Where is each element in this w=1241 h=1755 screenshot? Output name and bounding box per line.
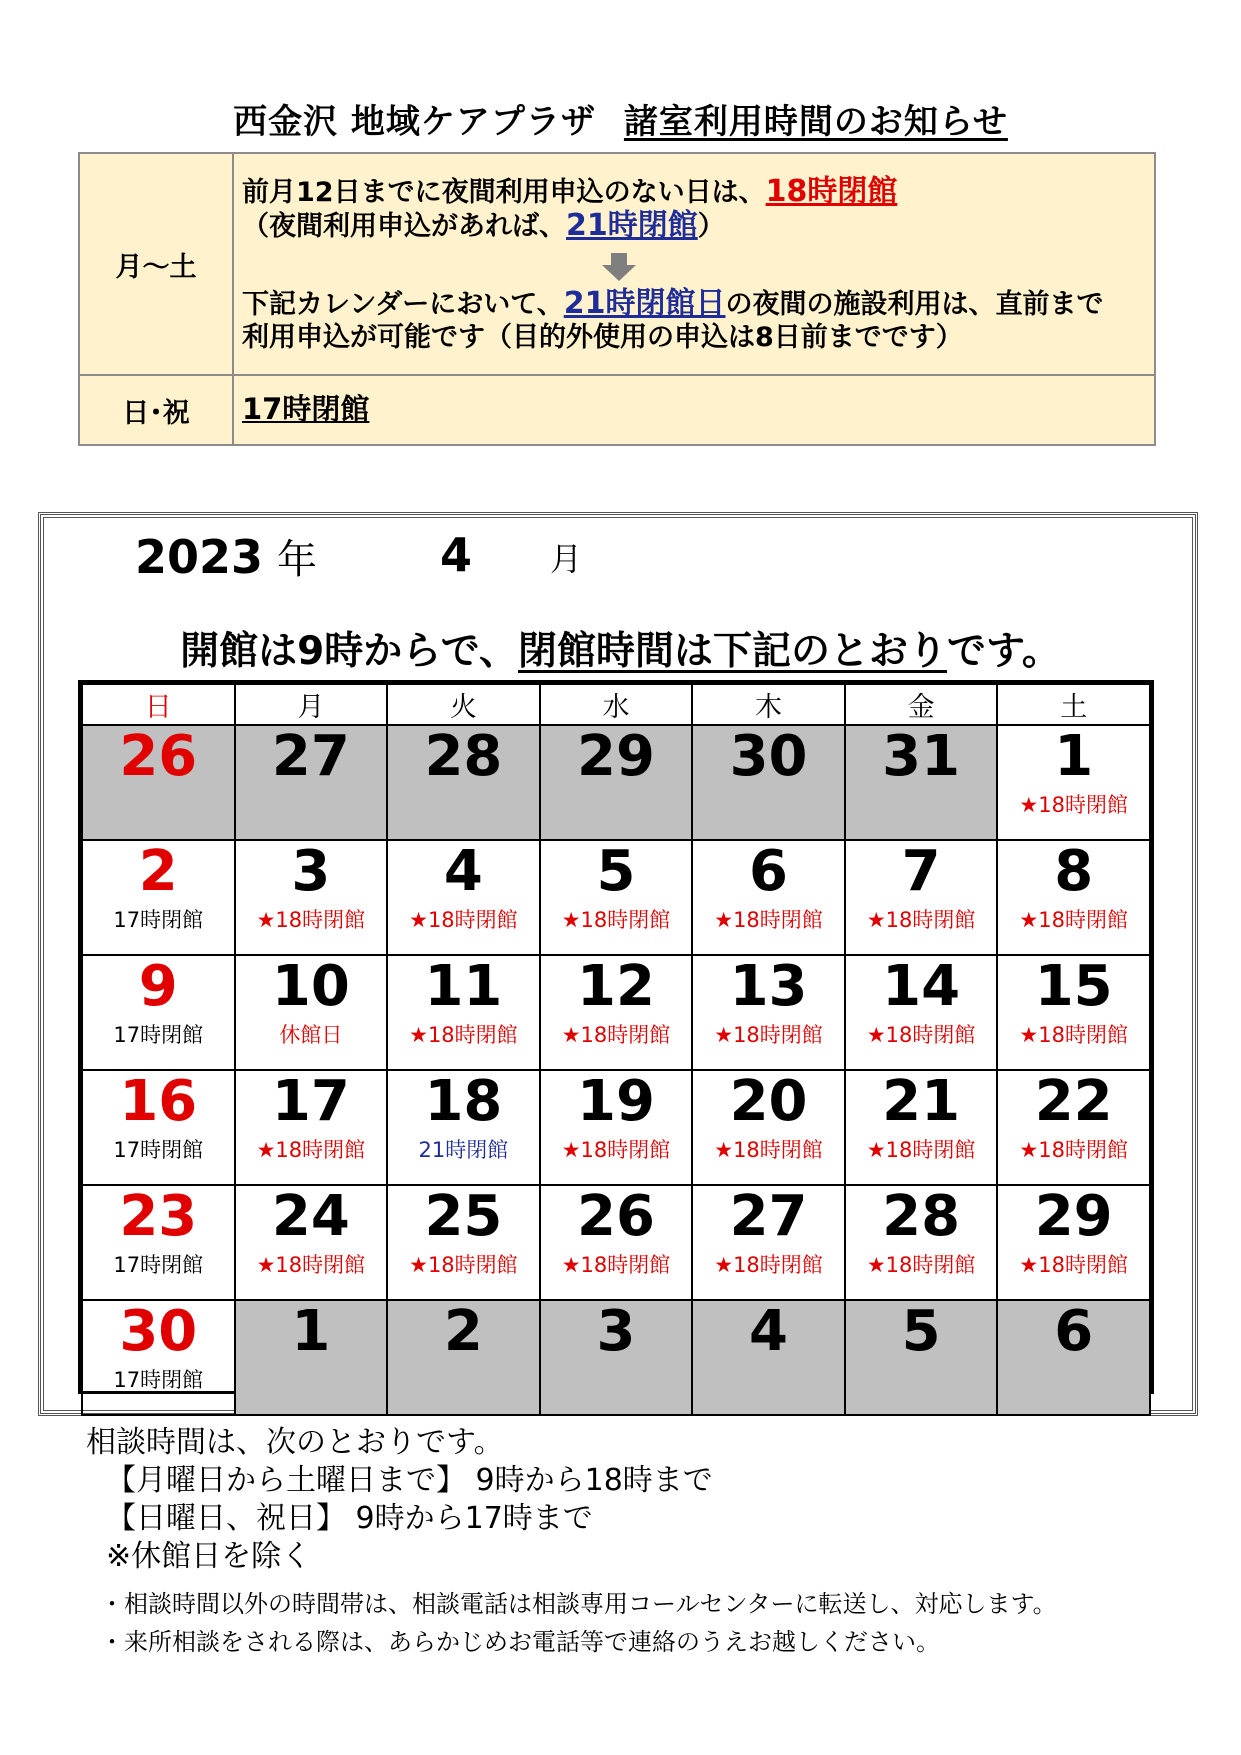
day-number: 27 bbox=[729, 1184, 808, 1249]
closing-note: 21時閉館 bbox=[418, 1138, 509, 1162]
calendar-week bbox=[82, 840, 1150, 955]
closing-note: ★18時閉館 bbox=[256, 908, 366, 932]
day-cell bbox=[540, 1185, 693, 1300]
day-cell bbox=[845, 840, 998, 955]
calendar-week bbox=[82, 1185, 1150, 1300]
closing-note: ★18時閉館 bbox=[714, 908, 823, 932]
close-21-day-label: 21時閉館日 bbox=[563, 285, 726, 321]
day-number: 29 bbox=[1034, 1184, 1113, 1249]
day-cell bbox=[997, 1070, 1150, 1185]
rule-line3-suffix: の夜間の施設利用は、直前まで bbox=[725, 288, 1104, 320]
close-21-label: 21時閉館 bbox=[566, 207, 698, 243]
day-number: 5 bbox=[901, 1299, 941, 1364]
day-cell bbox=[540, 1300, 693, 1415]
day-number: 3 bbox=[596, 1299, 636, 1364]
day-cell bbox=[845, 1070, 998, 1185]
day-cell bbox=[82, 725, 235, 840]
day-cell bbox=[235, 1300, 388, 1415]
day-cell bbox=[845, 725, 998, 840]
closing-note: 17時閉館 bbox=[113, 1023, 204, 1047]
closing-time-lead bbox=[0, 620, 1241, 676]
day-number: 29 bbox=[577, 724, 655, 789]
day-number: 15 bbox=[1034, 954, 1113, 1019]
calendar-body bbox=[82, 725, 1150, 1415]
day-number: 21 bbox=[882, 1069, 961, 1134]
day-number: 25 bbox=[424, 1184, 503, 1249]
day-number: 2 bbox=[138, 839, 178, 904]
closing-note: ★18時閉館 bbox=[1019, 1023, 1128, 1047]
day-cell bbox=[387, 840, 540, 955]
consult-hours bbox=[86, 1424, 713, 1576]
month-value: 4 bbox=[440, 528, 473, 582]
day-number: 13 bbox=[729, 954, 808, 1019]
weekday-header bbox=[82, 684, 1150, 725]
weekday-1: 月 bbox=[235, 684, 388, 725]
rule-line3-prefix: 下記カレンダーにおいて、 bbox=[242, 288, 564, 320]
weekday-3: 水 bbox=[540, 684, 693, 725]
day-cell bbox=[235, 955, 388, 1070]
rule-line2-prefix: （夜間利用申込があれば、 bbox=[242, 210, 566, 242]
day-cell bbox=[845, 955, 998, 1070]
closing-note: ★18時閉館 bbox=[1019, 793, 1128, 817]
day-cell bbox=[82, 840, 235, 955]
day-number: 4 bbox=[749, 1299, 789, 1364]
closing-note: 17時閉館 bbox=[113, 1368, 204, 1392]
calendar-week bbox=[82, 1070, 1150, 1185]
weekday-2: 火 bbox=[387, 684, 540, 725]
weekday-label: 月～土 bbox=[79, 153, 233, 375]
day-cell bbox=[540, 1070, 693, 1185]
day-number: 11 bbox=[424, 954, 503, 1019]
weekday-rules bbox=[233, 153, 1155, 375]
day-number: 17 bbox=[271, 1069, 350, 1134]
close-18-label: 18時閉館 bbox=[765, 173, 898, 209]
day-cell bbox=[235, 1185, 388, 1300]
day-number: 19 bbox=[577, 1069, 655, 1134]
closing-note: 休館日 bbox=[279, 1023, 343, 1047]
day-number: 8 bbox=[1054, 839, 1094, 904]
closing-note: ★18時閉館 bbox=[561, 1023, 671, 1047]
day-number: 30 bbox=[729, 724, 808, 789]
day-cell bbox=[997, 725, 1150, 840]
holiday-rule bbox=[233, 375, 1155, 445]
day-cell bbox=[540, 725, 693, 840]
day-number: 30 bbox=[119, 1299, 198, 1364]
hours-table bbox=[78, 152, 1156, 446]
day-cell bbox=[997, 1185, 1150, 1300]
closing-note: ★18時閉館 bbox=[866, 908, 976, 932]
closing-note: ★18時閉館 bbox=[256, 1138, 366, 1162]
closing-note: ★18時閉館 bbox=[1019, 908, 1128, 932]
day-number: 4 bbox=[443, 839, 483, 904]
closing-note: ★18時閉館 bbox=[1019, 1253, 1128, 1277]
day-cell bbox=[387, 725, 540, 840]
calendar-week bbox=[82, 725, 1150, 840]
lead-open: 開館は9時からで、 bbox=[180, 629, 519, 674]
day-cell bbox=[692, 725, 845, 840]
closing-note: 17時閉館 bbox=[113, 908, 204, 932]
weekday-6: 土 bbox=[997, 684, 1150, 725]
weekday-5: 金 bbox=[845, 684, 998, 725]
closing-note: ★18時閉館 bbox=[409, 1023, 518, 1047]
day-number: 26 bbox=[577, 1184, 655, 1249]
day-number: 10 bbox=[271, 954, 350, 1019]
day-number: 28 bbox=[424, 724, 503, 789]
year-month bbox=[135, 528, 583, 585]
rule-line1-prefix: 前月12日までに夜間利用申込のない日は、 bbox=[242, 176, 766, 208]
notice-subject: 諸室利用時間のお知らせ bbox=[623, 102, 1008, 142]
day-number: 18 bbox=[424, 1069, 503, 1134]
day-cell bbox=[692, 1185, 845, 1300]
day-cell bbox=[82, 955, 235, 1070]
day-number: 20 bbox=[729, 1069, 808, 1134]
closing-note: ★18時閉館 bbox=[1019, 1138, 1128, 1162]
day-cell bbox=[82, 1300, 235, 1415]
closing-note: ★18時閉館 bbox=[561, 1253, 671, 1277]
year-unit: 年 bbox=[277, 537, 318, 583]
day-number: 22 bbox=[1034, 1069, 1113, 1134]
day-number: 5 bbox=[596, 839, 636, 904]
day-number: 24 bbox=[271, 1184, 350, 1249]
closing-note: 17時閉館 bbox=[113, 1138, 204, 1162]
day-number: 14 bbox=[882, 954, 961, 1019]
day-number: 3 bbox=[291, 839, 331, 904]
day-number: 9 bbox=[138, 954, 178, 1019]
day-number: 7 bbox=[901, 839, 941, 904]
org-name: 西金沢 地域ケアプラザ bbox=[233, 102, 596, 142]
day-number: 16 bbox=[119, 1069, 198, 1134]
closing-note: ★18時閉館 bbox=[714, 1138, 823, 1162]
day-cell bbox=[387, 1185, 540, 1300]
consult-note-2: ・来所相談をされる際は、あらかじめお電話等で連絡のうえお越しください。 bbox=[100, 1628, 940, 1656]
day-number: 1 bbox=[1054, 724, 1094, 789]
consult-weekday: 【月曜日から土曜日まで】 9時から18時まで bbox=[106, 1463, 713, 1498]
month-calendar bbox=[78, 680, 1154, 1394]
day-cell bbox=[692, 955, 845, 1070]
day-number: 27 bbox=[271, 724, 350, 789]
month-unit: 月 bbox=[550, 540, 583, 578]
day-cell bbox=[997, 1300, 1150, 1415]
day-number: 12 bbox=[577, 954, 655, 1019]
calendar-week bbox=[82, 1300, 1150, 1415]
consult-exclusion: ※休館日を除く bbox=[106, 1539, 312, 1574]
down-arrow-icon bbox=[602, 253, 636, 281]
day-cell bbox=[692, 1070, 845, 1185]
day-cell bbox=[387, 1300, 540, 1415]
weekday-4: 木 bbox=[692, 684, 845, 725]
day-number: 1 bbox=[291, 1299, 331, 1364]
day-cell bbox=[235, 1070, 388, 1185]
year-value: 2023 bbox=[135, 530, 264, 584]
closing-note: ★18時閉館 bbox=[866, 1138, 976, 1162]
day-cell bbox=[82, 1185, 235, 1300]
closing-note: ★18時閉館 bbox=[866, 1023, 976, 1047]
closing-note: ★18時閉館 bbox=[714, 1023, 823, 1047]
day-cell bbox=[540, 840, 693, 955]
day-cell bbox=[82, 1070, 235, 1185]
rule-line4: 利用申込が可能です（目的外使用の申込は8日前までです） bbox=[242, 321, 963, 353]
day-cell bbox=[540, 955, 693, 1070]
day-cell bbox=[997, 955, 1150, 1070]
day-cell bbox=[845, 1185, 998, 1300]
day-cell bbox=[692, 840, 845, 955]
closing-note: ★18時閉館 bbox=[561, 908, 671, 932]
closing-note: ★18時閉館 bbox=[409, 1253, 518, 1277]
lead-end: です。 bbox=[947, 629, 1061, 674]
lead-close: 閉館時間は下記のとおり bbox=[518, 629, 948, 674]
day-number: 28 bbox=[882, 1184, 961, 1249]
closing-note: ★18時閉館 bbox=[409, 908, 518, 932]
consult-note-1: ・相談時間以外の時間帯は、相談電話は相談専用コールセンターに転送し、対応します。 bbox=[100, 1590, 1057, 1618]
weekday-0: 日 bbox=[82, 684, 235, 725]
day-cell bbox=[845, 1300, 998, 1415]
day-number: 6 bbox=[749, 839, 789, 904]
rule-line2-suffix: ） bbox=[697, 210, 725, 242]
closing-note: ★18時閉館 bbox=[866, 1253, 976, 1277]
day-cell bbox=[692, 1300, 845, 1415]
calendar-week bbox=[82, 955, 1150, 1070]
day-cell bbox=[387, 955, 540, 1070]
day-number: 23 bbox=[119, 1184, 198, 1249]
consult-holiday: 【日曜日、祝日】 9時から17時まで bbox=[106, 1501, 593, 1536]
holiday-label: 日･祝 bbox=[79, 375, 233, 445]
day-number: 26 bbox=[119, 724, 198, 789]
day-number: 6 bbox=[1054, 1299, 1094, 1364]
day-cell bbox=[387, 1070, 540, 1185]
closing-note: ★18時閉館 bbox=[714, 1253, 823, 1277]
page-title bbox=[0, 94, 1241, 143]
closing-note: 17時閉館 bbox=[113, 1253, 204, 1277]
day-cell bbox=[997, 840, 1150, 955]
close-17-label: 17時閉館 bbox=[242, 392, 370, 426]
closing-note: ★18時閉館 bbox=[256, 1253, 366, 1277]
day-cell bbox=[235, 840, 388, 955]
day-cell bbox=[235, 725, 388, 840]
closing-note: ★18時閉館 bbox=[561, 1138, 671, 1162]
consult-heading: 相談時間は、次のとおりです。 bbox=[86, 1425, 504, 1460]
day-number: 2 bbox=[443, 1299, 483, 1364]
day-number: 31 bbox=[882, 724, 961, 789]
